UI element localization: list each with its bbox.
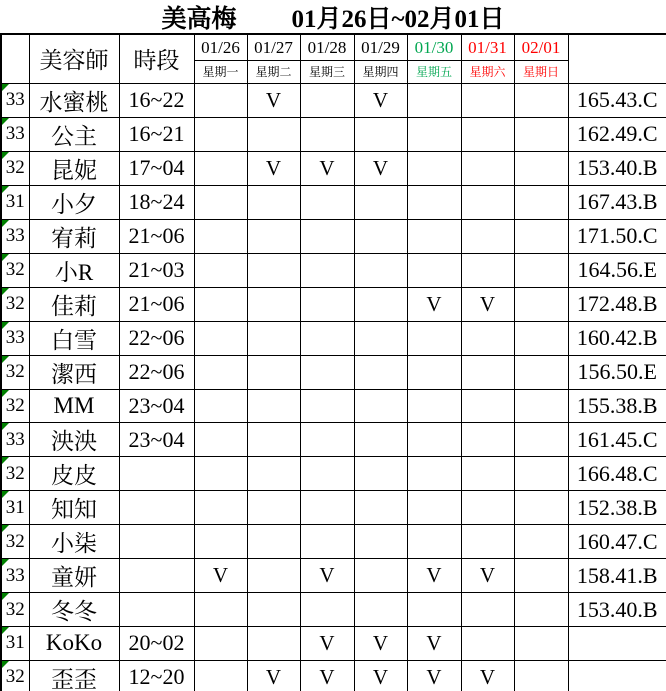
- day-cell[interactable]: [194, 185, 247, 219]
- day-cell[interactable]: [514, 389, 568, 423]
- table-row: [1, 355, 666, 389]
- day-cell[interactable]: [407, 355, 461, 389]
- sheet-title: [0, 0, 666, 33]
- code-cell[interactable]: [568, 660, 666, 691]
- error-indicator-triangle-icon: [2, 186, 9, 193]
- code-cell[interactable]: 167.43.B: [568, 185, 666, 219]
- day-cell[interactable]: [514, 151, 568, 185]
- error-indicator-triangle-icon: [2, 254, 9, 261]
- code-cell[interactable]: 166.48.C: [568, 457, 666, 491]
- check-mark: V: [319, 630, 335, 655]
- day-cell[interactable]: [514, 117, 568, 151]
- day-cell[interactable]: [407, 83, 461, 117]
- date-header-cell[interactable]: 01/27: [247, 34, 300, 60]
- day-cell[interactable]: [354, 117, 407, 151]
- table-row: [1, 423, 666, 457]
- time-slot-cell[interactable]: 17~04: [119, 151, 194, 185]
- error-indicator-triangle-icon: [2, 491, 9, 498]
- day-cell[interactable]: [354, 525, 407, 559]
- staff-name-cell[interactable]: MM: [29, 389, 119, 423]
- day-cell[interactable]: [354, 355, 407, 389]
- code-cell[interactable]: 171.50.C: [568, 219, 666, 253]
- time-slot-cell[interactable]: 23~04: [119, 423, 194, 457]
- day-cell[interactable]: [354, 185, 407, 219]
- weekday-header-cell[interactable]: 星期日: [514, 60, 568, 83]
- error-indicator-triangle-icon: [2, 84, 9, 91]
- staff-name-cell[interactable]: 小R: [29, 253, 119, 287]
- check-mark: V: [265, 664, 282, 689]
- time-slot-cell[interactable]: [119, 525, 194, 559]
- day-cell[interactable]: [461, 83, 514, 117]
- check-mark: V: [479, 563, 496, 588]
- error-indicator-triangle-icon: [2, 322, 9, 329]
- check-mark: V: [426, 291, 442, 316]
- time-slot-cell[interactable]: 16~22: [119, 83, 194, 117]
- day-cell[interactable]: [194, 491, 247, 525]
- time-header-cell[interactable]: 時段: [119, 34, 194, 83]
- time-slot-cell[interactable]: [119, 559, 194, 593]
- day-cell[interactable]: [247, 457, 300, 491]
- code-cell[interactable]: 153.40.B: [568, 151, 666, 185]
- staff-header-cell[interactable]: 美容師: [29, 34, 119, 83]
- day-cell[interactable]: [247, 185, 300, 219]
- day-cell[interactable]: [300, 660, 354, 691]
- day-cell[interactable]: [514, 457, 568, 491]
- table-row: [1, 321, 666, 355]
- error-indicator-triangle-icon: [2, 118, 9, 125]
- weekday-header-cell[interactable]: 星期三: [300, 60, 354, 83]
- check-mark: V: [372, 630, 389, 655]
- day-cell[interactable]: [461, 389, 514, 423]
- time-slot-cell[interactable]: 22~06: [119, 321, 194, 355]
- day-cell[interactable]: [247, 389, 300, 423]
- time-slot-cell[interactable]: 22~06: [119, 355, 194, 389]
- day-cell[interactable]: [514, 355, 568, 389]
- staff-name-cell[interactable]: 歪歪: [29, 660, 119, 691]
- day-cell[interactable]: [407, 525, 461, 559]
- day-cell[interactable]: [354, 83, 407, 117]
- day-cell[interactable]: [247, 525, 300, 559]
- day-cell[interactable]: [194, 321, 247, 355]
- staff-number-cell[interactable]: 31: [1, 491, 29, 525]
- code-cell[interactable]: 161.45.C: [568, 423, 666, 457]
- staff-name-cell[interactable]: 泱泱: [29, 423, 119, 457]
- staff-number-cell[interactable]: 32: [1, 151, 29, 185]
- date-header-cell[interactable]: 01/31: [461, 34, 514, 60]
- code-cell[interactable]: 152.38.B: [568, 491, 666, 525]
- time-slot-cell[interactable]: 21~06: [119, 287, 194, 321]
- error-indicator-triangle-icon: [2, 356, 9, 363]
- weekday-header-cell[interactable]: 星期六: [461, 60, 514, 83]
- staff-name-cell[interactable]: 皮皮: [29, 457, 119, 491]
- schedule-body: [1, 83, 666, 691]
- day-cell[interactable]: [514, 559, 568, 593]
- day-cell[interactable]: [300, 423, 354, 457]
- staff-number-cell[interactable]: 32: [1, 355, 29, 389]
- error-indicator-triangle-icon: [2, 593, 9, 600]
- day-cell[interactable]: [514, 287, 568, 321]
- day-cell[interactable]: [194, 423, 247, 457]
- table-row: [1, 660, 666, 691]
- day-cell[interactable]: [461, 593, 514, 627]
- table-row: [1, 389, 666, 423]
- check-mark: V: [212, 563, 229, 588]
- title-date-range: 01月26日~02月01日: [291, 5, 505, 33]
- schedule-table: [0, 33, 666, 691]
- day-cell[interactable]: [461, 287, 514, 321]
- table-row: [1, 287, 666, 321]
- error-indicator-triangle-icon: [2, 152, 9, 159]
- day-cell[interactable]: [247, 219, 300, 253]
- corner-header-cell[interactable]: [1, 34, 29, 83]
- day-cell[interactable]: [514, 83, 568, 117]
- day-cell[interactable]: [461, 627, 514, 661]
- day-cell[interactable]: [247, 117, 300, 151]
- error-indicator-triangle-icon: [2, 627, 9, 634]
- staff-name-cell[interactable]: 水蜜桃: [29, 83, 119, 117]
- code-cell[interactable]: 155.38.B: [568, 389, 666, 423]
- staff-number-cell[interactable]: 33: [1, 219, 29, 253]
- day-cell[interactable]: [407, 627, 461, 661]
- day-cell[interactable]: [461, 660, 514, 691]
- day-cell[interactable]: [514, 660, 568, 691]
- day-cell[interactable]: [194, 525, 247, 559]
- day-cell[interactable]: [461, 219, 514, 253]
- staff-number-cell[interactable]: 33: [1, 423, 29, 457]
- day-cell[interactable]: [514, 185, 568, 219]
- day-cell[interactable]: [354, 151, 407, 185]
- day-cell[interactable]: [407, 593, 461, 627]
- day-cell[interactable]: [194, 627, 247, 661]
- day-cell[interactable]: [300, 593, 354, 627]
- weekday-header-cell[interactable]: 星期五: [407, 60, 461, 83]
- staff-name-cell[interactable]: 小柒: [29, 525, 119, 559]
- day-cell[interactable]: [300, 321, 354, 355]
- check-mark: V: [426, 563, 442, 588]
- day-cell[interactable]: [300, 627, 354, 661]
- time-slot-cell[interactable]: [119, 457, 194, 491]
- staff-number-cell[interactable]: 31: [1, 627, 29, 661]
- weekday-header-cell[interactable]: 星期一: [194, 60, 247, 83]
- date-header-cell[interactable]: 01/29: [354, 34, 407, 60]
- day-cell[interactable]: [407, 321, 461, 355]
- day-cell[interactable]: [354, 253, 407, 287]
- table-row: [1, 593, 666, 627]
- day-cell[interactable]: [194, 117, 247, 151]
- day-cell[interactable]: [354, 593, 407, 627]
- day-cell[interactable]: [407, 185, 461, 219]
- day-cell[interactable]: [354, 457, 407, 491]
- day-cell[interactable]: [300, 287, 354, 321]
- day-cell[interactable]: [194, 559, 247, 593]
- date-header-cell[interactable]: 01/28: [300, 34, 354, 60]
- code-header-cell[interactable]: [568, 34, 666, 83]
- day-cell[interactable]: [407, 117, 461, 151]
- day-cell[interactable]: [300, 253, 354, 287]
- code-cell[interactable]: 160.42.B: [568, 321, 666, 355]
- day-cell[interactable]: [194, 219, 247, 253]
- day-cell[interactable]: [461, 457, 514, 491]
- day-cell[interactable]: [461, 559, 514, 593]
- day-cell[interactable]: [514, 627, 568, 661]
- day-cell[interactable]: [461, 151, 514, 185]
- staff-name-cell[interactable]: 童妍: [29, 559, 119, 593]
- error-indicator-triangle-icon: [2, 220, 9, 227]
- staff-name-cell[interactable]: 宥莉: [29, 219, 119, 253]
- error-indicator-triangle-icon: [2, 390, 9, 397]
- day-cell[interactable]: [247, 423, 300, 457]
- day-cell[interactable]: [461, 253, 514, 287]
- day-cell[interactable]: [514, 491, 568, 525]
- weekday-header-cell[interactable]: 星期二: [247, 60, 300, 83]
- staff-number-cell[interactable]: 31: [1, 185, 29, 219]
- day-cell[interactable]: [194, 151, 247, 185]
- day-cell[interactable]: [247, 355, 300, 389]
- day-cell[interactable]: [461, 525, 514, 559]
- day-cell[interactable]: [354, 491, 407, 525]
- staff-number-cell[interactable]: 33: [1, 321, 29, 355]
- staff-number-cell[interactable]: 33: [1, 83, 29, 117]
- time-slot-cell[interactable]: 20~02: [119, 627, 194, 661]
- staff-number-cell[interactable]: 32: [1, 457, 29, 491]
- day-cell[interactable]: [194, 660, 247, 691]
- error-indicator-triangle-icon: [2, 559, 9, 566]
- day-cell[interactable]: [407, 423, 461, 457]
- day-cell[interactable]: [354, 660, 407, 691]
- code-cell[interactable]: 164.56.E: [568, 253, 666, 287]
- time-slot-cell[interactable]: 12~20: [119, 660, 194, 691]
- staff-name-cell[interactable]: 知知: [29, 491, 119, 525]
- code-cell[interactable]: 158.41.B: [568, 559, 666, 593]
- error-indicator-triangle-icon: [2, 525, 9, 532]
- date-header-cell[interactable]: 01/26: [194, 34, 247, 60]
- header-row-dates: [1, 34, 666, 60]
- table-row: [1, 525, 666, 559]
- day-cell[interactable]: [461, 321, 514, 355]
- table-row: [1, 457, 666, 491]
- day-cell[interactable]: [514, 321, 568, 355]
- day-cell[interactable]: [247, 151, 300, 185]
- table-row: [1, 117, 666, 151]
- staff-number-cell[interactable]: 33: [1, 117, 29, 151]
- check-mark: V: [265, 87, 282, 112]
- check-mark: V: [426, 630, 442, 655]
- check-mark: V: [426, 664, 442, 689]
- error-indicator-triangle-icon: [2, 423, 9, 430]
- day-cell[interactable]: [247, 660, 300, 691]
- table-row: [1, 627, 666, 661]
- day-cell[interactable]: [514, 253, 568, 287]
- day-cell[interactable]: [247, 593, 300, 627]
- check-mark: V: [479, 291, 496, 316]
- code-cell[interactable]: 153.40.B: [568, 593, 666, 627]
- day-cell[interactable]: [354, 321, 407, 355]
- error-indicator-triangle-icon: [2, 288, 9, 295]
- day-cell[interactable]: [407, 253, 461, 287]
- day-cell[interactable]: [194, 457, 247, 491]
- staff-name-cell[interactable]: 公主: [29, 117, 119, 151]
- day-cell[interactable]: [354, 287, 407, 321]
- time-slot-cell[interactable]: 16~21: [119, 117, 194, 151]
- day-cell[interactable]: [461, 491, 514, 525]
- staff-number-cell[interactable]: 32: [1, 660, 29, 691]
- code-cell[interactable]: 165.43.C: [568, 83, 666, 117]
- day-cell[interactable]: [407, 287, 461, 321]
- day-cell[interactable]: [194, 83, 247, 117]
- day-cell[interactable]: [247, 491, 300, 525]
- day-cell[interactable]: [461, 185, 514, 219]
- day-cell[interactable]: [407, 219, 461, 253]
- table-row: [1, 151, 666, 185]
- staff-number-cell[interactable]: 32: [1, 525, 29, 559]
- day-cell[interactable]: [407, 389, 461, 423]
- day-cell[interactable]: [247, 83, 300, 117]
- check-mark: V: [319, 155, 335, 180]
- day-cell[interactable]: [300, 185, 354, 219]
- weekday-header-cell[interactable]: 星期四: [354, 60, 407, 83]
- staff-number-cell[interactable]: 32: [1, 593, 29, 627]
- day-cell[interactable]: [461, 355, 514, 389]
- day-cell[interactable]: [354, 627, 407, 661]
- day-cell[interactable]: [354, 219, 407, 253]
- day-cell[interactable]: [300, 151, 354, 185]
- check-mark: V: [372, 155, 389, 180]
- day-cell[interactable]: [514, 593, 568, 627]
- staff-name-cell[interactable]: 潔西: [29, 355, 119, 389]
- day-cell[interactable]: [354, 423, 407, 457]
- staff-number-cell[interactable]: 33: [1, 559, 29, 593]
- day-cell[interactable]: [300, 117, 354, 151]
- error-indicator-triangle-icon: [2, 457, 9, 464]
- staff-number-cell[interactable]: 32: [1, 287, 29, 321]
- staff-number-cell[interactable]: 32: [1, 253, 29, 287]
- staff-number-cell[interactable]: 32: [1, 389, 29, 423]
- day-cell[interactable]: [354, 559, 407, 593]
- table-row: [1, 559, 666, 593]
- day-cell[interactable]: [514, 423, 568, 457]
- day-cell[interactable]: [407, 151, 461, 185]
- table-row: [1, 491, 666, 525]
- day-cell[interactable]: [194, 389, 247, 423]
- day-cell[interactable]: [194, 253, 247, 287]
- staff-name-cell[interactable]: 昆妮: [29, 151, 119, 185]
- date-header-cell[interactable]: 01/30: [407, 34, 461, 60]
- table-row: [1, 253, 666, 287]
- day-cell[interactable]: [247, 559, 300, 593]
- table-row: [1, 185, 666, 219]
- day-cell[interactable]: [247, 627, 300, 661]
- day-cell[interactable]: [247, 253, 300, 287]
- day-cell[interactable]: [407, 660, 461, 691]
- time-slot-cell[interactable]: 21~06: [119, 219, 194, 253]
- staff-name-cell[interactable]: 冬冬: [29, 593, 119, 627]
- error-indicator-triangle-icon: [2, 661, 9, 668]
- staff-name-cell[interactable]: KoKo: [29, 627, 119, 661]
- time-slot-cell[interactable]: 18~24: [119, 185, 194, 219]
- day-cell[interactable]: [247, 287, 300, 321]
- table-row: [1, 219, 666, 253]
- staff-name-cell[interactable]: 白雪: [29, 321, 119, 355]
- day-cell[interactable]: [300, 559, 354, 593]
- day-cell[interactable]: [407, 491, 461, 525]
- day-cell[interactable]: [407, 559, 461, 593]
- day-cell[interactable]: [514, 525, 568, 559]
- day-cell[interactable]: [300, 457, 354, 491]
- day-cell[interactable]: [354, 389, 407, 423]
- day-cell[interactable]: [300, 219, 354, 253]
- code-cell[interactable]: 160.47.C: [568, 525, 666, 559]
- day-cell[interactable]: [300, 525, 354, 559]
- check-mark: V: [319, 563, 335, 588]
- day-cell[interactable]: [247, 321, 300, 355]
- check-mark: V: [372, 664, 389, 689]
- time-slot-cell[interactable]: [119, 593, 194, 627]
- day-cell[interactable]: [300, 491, 354, 525]
- day-cell[interactable]: [514, 219, 568, 253]
- check-mark: V: [479, 664, 496, 689]
- check-mark: V: [265, 155, 282, 180]
- day-cell[interactable]: [407, 457, 461, 491]
- day-cell[interactable]: [300, 355, 354, 389]
- check-mark: V: [319, 664, 335, 689]
- check-mark: V: [372, 87, 389, 112]
- code-cell[interactable]: 172.48.B: [568, 287, 666, 321]
- day-cell[interactable]: [461, 423, 514, 457]
- code-cell[interactable]: 156.50.E: [568, 355, 666, 389]
- time-slot-cell[interactable]: 21~03: [119, 253, 194, 287]
- staff-name-cell[interactable]: 小夕: [29, 185, 119, 219]
- day-cell[interactable]: [194, 287, 247, 321]
- code-cell[interactable]: 162.49.C: [568, 117, 666, 151]
- day-cell[interactable]: [300, 389, 354, 423]
- date-header-cell[interactable]: 02/01: [514, 34, 568, 60]
- time-slot-cell[interactable]: 23~04: [119, 389, 194, 423]
- staff-name-cell[interactable]: 佳莉: [29, 287, 119, 321]
- title-venue: 美高梅: [161, 5, 237, 33]
- code-cell[interactable]: [568, 627, 666, 661]
- day-cell[interactable]: [194, 593, 247, 627]
- time-slot-cell[interactable]: [119, 491, 194, 525]
- day-cell[interactable]: [461, 117, 514, 151]
- day-cell[interactable]: [194, 355, 247, 389]
- table-row: [1, 83, 666, 117]
- day-cell[interactable]: [300, 83, 354, 117]
